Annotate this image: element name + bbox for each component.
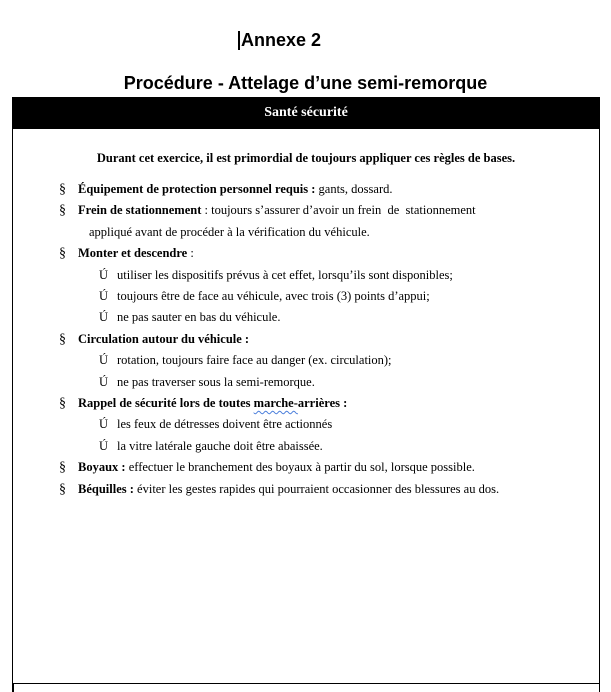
sub-list-item [59, 350, 597, 371]
sub-item-text: utiliser les dispositifs prévus à cet effet, lorsqu’ils sont disponibles; [117, 267, 453, 282]
item-line-2: appliqué avant de procéder à la vérification du véhicule. [89, 224, 370, 239]
sub-item-text: les feux de détresses doivent être actionnés [117, 417, 333, 432]
intro-text: Durant cet exercice, il est primordial de toujours appliquer ces règles de bases. [96, 151, 516, 165]
section-sign-bullet: § [59, 481, 66, 497]
arrow-bullet: Ú [99, 374, 109, 389]
list-item-frein [59, 200, 597, 243]
document-title: Procédure - Attelage d’une semi-remorque [123, 73, 488, 93]
arrow-bullet: Ú [99, 417, 109, 432]
item-bold-text: Frein de stationnement [78, 203, 202, 218]
sub-list-item [59, 414, 597, 435]
section-sign-bullet: § [59, 396, 66, 412]
sub-list-item [59, 286, 597, 307]
section-sign-bullet: § [59, 246, 66, 262]
arrow-bullet: Ú [99, 438, 109, 453]
list-item-bequilles [59, 479, 597, 500]
section-sign-bullet: § [59, 331, 66, 347]
section-sign-bullet: § [59, 182, 66, 197]
sub-list-item [59, 265, 597, 286]
sub-item-text: la vitre latérale gauche doit être abaissée. [117, 438, 323, 453]
list-item-monter [59, 243, 597, 264]
list-item-equipement [59, 179, 597, 200]
list-item-text [78, 329, 597, 350]
item-bold-text: Rappel de sécurité lors de toutes [78, 396, 254, 411]
item-regular-text: effectuer le branchement des boyaux à partir du sol, lorsque possible. [125, 460, 475, 475]
item-regular-text: éviter les gestes rapides qui pourraient occasionner des blessures au dos. [133, 481, 500, 496]
sub-list-item [59, 436, 597, 457]
arrow-bullet: Ú [99, 353, 109, 368]
arrow-bullet: Ú [99, 310, 109, 325]
item-bold-text: Circulation autour du véhicule : [78, 331, 250, 346]
sub-item-text: rotation, toujours faire face au danger (ex. circulation); [117, 353, 392, 368]
section-sign-bullet: § [59, 460, 66, 476]
next-row-border-right [599, 684, 601, 692]
item-bold-text: Monter et descendre [78, 246, 188, 261]
annexe-title-text: Annexe 2 [240, 30, 322, 50]
item-bold-text: Équipement de protection personnel requis : [78, 182, 316, 196]
item-line-1 [78, 200, 597, 221]
item-regular-text: gants, dossard. [315, 182, 393, 196]
item-bold-text: Béquilles : [78, 481, 134, 496]
sub-item-text: toujours être de face au véhicule, avec trois (3) points d’appui; [117, 289, 430, 304]
sub-item-text: ne pas sauter en bas du véhicule. [117, 310, 281, 325]
list-item-rappel [59, 393, 597, 414]
item-regular-text: : [187, 246, 194, 261]
list-item-text [78, 393, 597, 414]
item-regular-text: : toujours s’assurer d’avoir un frein de stationnement [201, 203, 476, 218]
sub-item-text: ne pas traverser sous la semi-remorque. [117, 374, 315, 389]
item-bold-text: Boyaux : [78, 460, 126, 475]
safety-table [12, 97, 600, 684]
list-item-text [78, 479, 597, 500]
item-bold-text: arrières : [297, 396, 348, 411]
list-item-text [78, 243, 597, 264]
text-cursor-caret [238, 31, 240, 50]
list-item-text [78, 179, 597, 200]
annexe-heading [0, 0, 585, 50]
section-sign-bullet: § [59, 203, 66, 219]
section-header-text: Santé sécurité [264, 105, 348, 120]
list-item-text [78, 457, 597, 478]
table-header-bar [12, 97, 600, 129]
sub-list-item [59, 307, 597, 328]
arrow-bullet: Ú [99, 289, 109, 304]
list-item-boyaux [59, 457, 597, 478]
arrow-bullet: Ú [99, 267, 109, 282]
spellcheck-flagged-text: marche- [253, 396, 298, 411]
table-body-cell [12, 129, 600, 684]
list-item-text [78, 200, 597, 243]
next-row-border-left [12, 684, 14, 692]
sub-list-item [59, 372, 597, 393]
rules-list [13, 179, 599, 500]
list-item-circulation [59, 329, 597, 350]
